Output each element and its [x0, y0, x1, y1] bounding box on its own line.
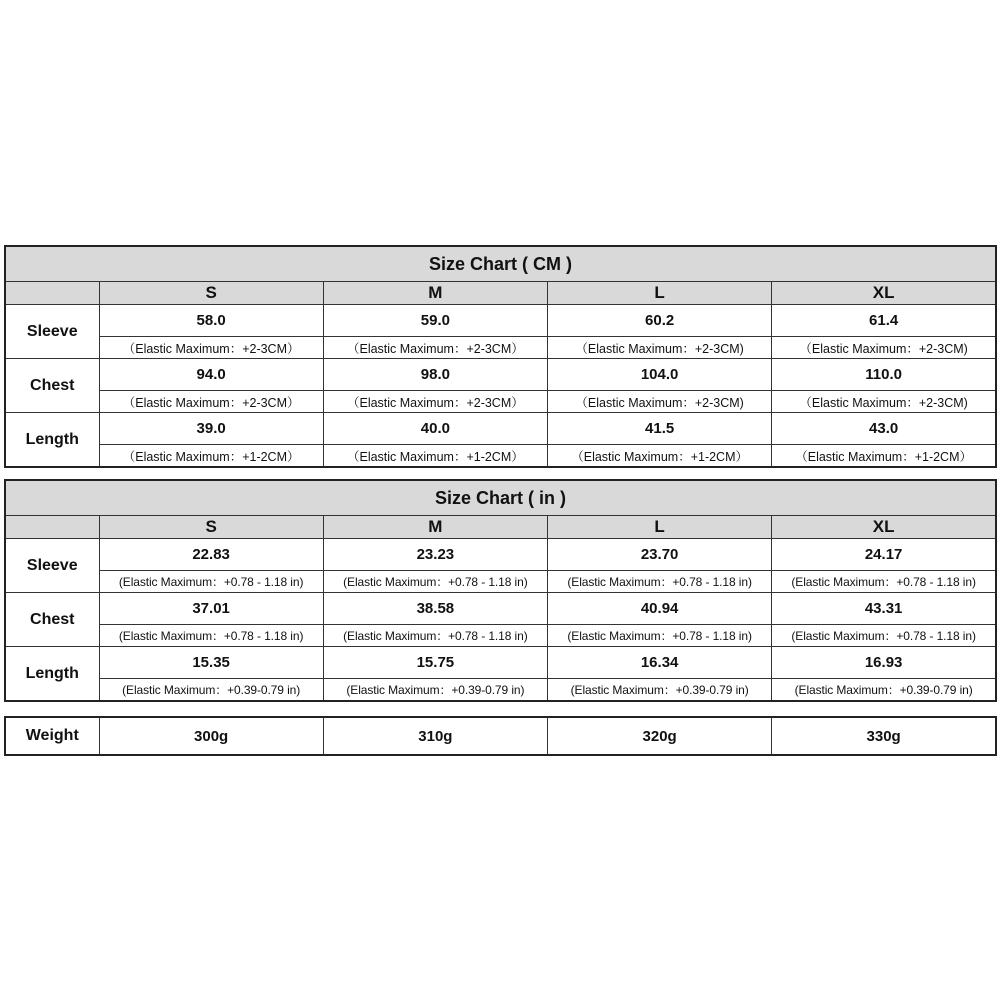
elastic-note: (Elastic Maximum：+0.78 - 1.18 in): [323, 625, 547, 647]
chart-title: Size Chart ( CM ): [5, 246, 996, 282]
size-header: L: [548, 282, 772, 305]
weight-table: [4, 716, 997, 756]
measure-value: 60.2: [548, 305, 772, 337]
row-label: Length: [5, 647, 99, 702]
elastic-note: （Elastic Maximum：+2-3CM): [548, 337, 772, 359]
corner-cell: [5, 282, 99, 305]
elastic-note: （Elastic Maximum：+2-3CM): [772, 391, 996, 413]
elastic-note: (Elastic Maximum：+0.39-0.79 in): [548, 679, 772, 702]
elastic-note: (Elastic Maximum：+0.78 - 1.18 in): [548, 625, 772, 647]
measure-value: 15.75: [323, 647, 547, 679]
weight-value: 330g: [772, 717, 996, 755]
measure-value: 22.83: [99, 539, 323, 571]
weight-value: 300g: [99, 717, 323, 755]
size-header: L: [548, 516, 772, 539]
measure-value: 110.0: [772, 359, 996, 391]
measure-value: 24.17: [772, 539, 996, 571]
measure-value: 23.70: [548, 539, 772, 571]
measure-value: 16.93: [772, 647, 996, 679]
size-header: M: [323, 282, 547, 305]
weight-value: 310g: [323, 717, 547, 755]
measure-value: 61.4: [772, 305, 996, 337]
measure-value: 40.94: [548, 593, 772, 625]
elastic-note: (Elastic Maximum：+0.78 - 1.18 in): [99, 625, 323, 647]
size-header: S: [99, 516, 323, 539]
row-label: Chest: [5, 359, 99, 413]
row-label: Sleeve: [5, 305, 99, 359]
elastic-note: (Elastic Maximum：+0.39-0.79 in): [323, 679, 547, 702]
measure-value: 58.0: [99, 305, 323, 337]
elastic-note: (Elastic Maximum：+0.78 - 1.18 in): [99, 571, 323, 593]
measure-value: 15.35: [99, 647, 323, 679]
elastic-note: (Elastic Maximum：+0.39-0.79 in): [99, 679, 323, 702]
size-chart-cm: [4, 245, 997, 468]
measure-value: 23.23: [323, 539, 547, 571]
measure-value: 43.31: [772, 593, 996, 625]
measure-value: 38.58: [323, 593, 547, 625]
row-label: Sleeve: [5, 539, 99, 593]
elastic-note: （Elastic Maximum：+2-3CM): [548, 391, 772, 413]
size-chart-in: [4, 479, 997, 702]
measure-value: 104.0: [548, 359, 772, 391]
elastic-note: (Elastic Maximum：+0.78 - 1.18 in): [772, 625, 996, 647]
elastic-note: （Elastic Maximum：+1-2CM）: [548, 445, 772, 468]
elastic-note: （Elastic Maximum：+1-2CM）: [323, 445, 547, 468]
measure-value: 43.0: [772, 413, 996, 445]
elastic-note: （Elastic Maximum：+1-2CM）: [99, 445, 323, 468]
corner-cell: [5, 516, 99, 539]
weight-value: 320g: [548, 717, 772, 755]
weight-label: Weight: [5, 717, 99, 755]
elastic-note: （Elastic Maximum：+2-3CM）: [99, 337, 323, 359]
elastic-note: （Elastic Maximum：+2-3CM）: [323, 391, 547, 413]
measure-value: 16.34: [548, 647, 772, 679]
size-header: XL: [772, 282, 996, 305]
elastic-note: （Elastic Maximum：+1-2CM）: [772, 445, 996, 468]
measure-value: 40.0: [323, 413, 547, 445]
measure-value: 94.0: [99, 359, 323, 391]
size-header: S: [99, 282, 323, 305]
size-header: XL: [772, 516, 996, 539]
elastic-note: (Elastic Maximum：+0.78 - 1.18 in): [772, 571, 996, 593]
row-label: Length: [5, 413, 99, 468]
elastic-note: (Elastic Maximum：+0.78 - 1.18 in): [323, 571, 547, 593]
measure-value: 39.0: [99, 413, 323, 445]
measure-value: 98.0: [323, 359, 547, 391]
size-header: M: [323, 516, 547, 539]
elastic-note: (Elastic Maximum：+0.39-0.79 in): [772, 679, 996, 702]
elastic-note: （Elastic Maximum：+2-3CM）: [323, 337, 547, 359]
elastic-note: （Elastic Maximum：+2-3CM): [772, 337, 996, 359]
row-label: Chest: [5, 593, 99, 647]
chart-title: Size Chart ( in ): [5, 480, 996, 516]
elastic-note: （Elastic Maximum：+2-3CM）: [99, 391, 323, 413]
measure-value: 37.01: [99, 593, 323, 625]
elastic-note: (Elastic Maximum：+0.78 - 1.18 in): [548, 571, 772, 593]
measure-value: 41.5: [548, 413, 772, 445]
measure-value: 59.0: [323, 305, 547, 337]
